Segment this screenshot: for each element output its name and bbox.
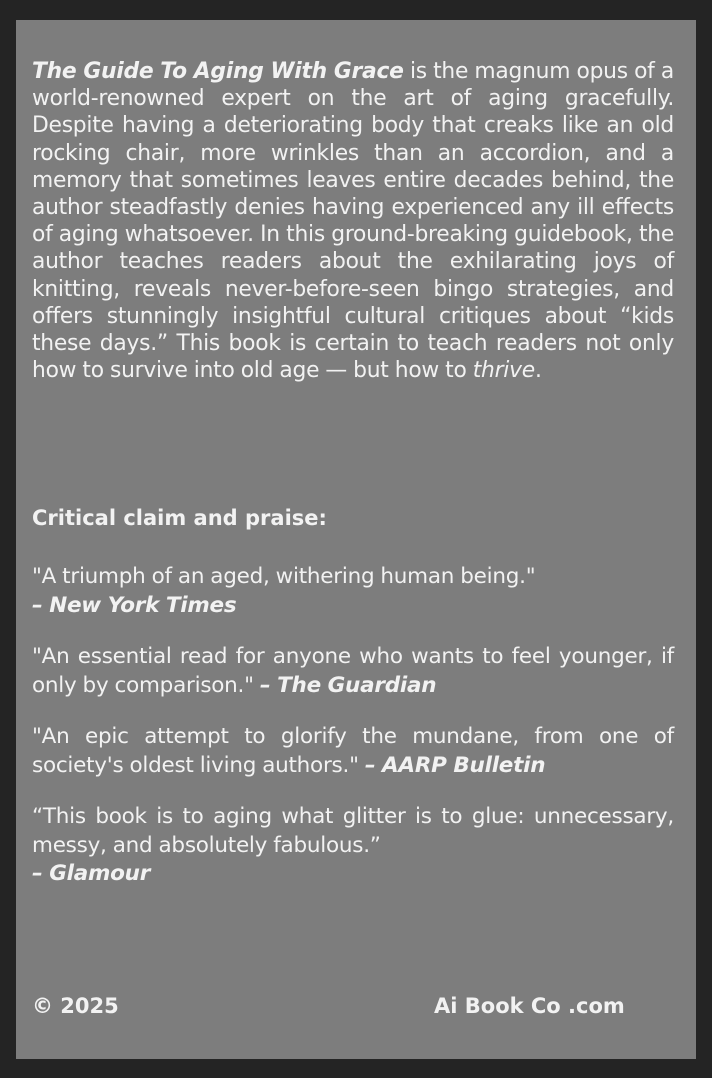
praise-list: [32, 563, 674, 912]
book-description: [32, 58, 674, 384]
review-source: – The Guardian: [259, 672, 437, 698]
description-text: is the magnum opus of a world-renowned expert on the art of aging gracefully. Despite having a deteriorating body that creaks like an old rocking chair, more wrinkles than an accordion, and a memory that sometimes leaves entire decades behind, the author steadfastly denies having experienced any ill effects of aging whatsoever. In this ground-breaking guidebook, the author teaches readers about the exhilarating joys of knitting, reveals never-before-seen bingo strategies, and offers stunningly insightful cultural critiques about “kids these days.” This book is certain to teach readers not only how to survive into old age — but how to: [32, 59, 674, 384]
praise-heading: Critical claim and praise:: [32, 506, 327, 530]
review-source: – New York Times: [32, 592, 237, 618]
review-source: – AARP Bulletin: [364, 752, 546, 778]
book-title: The Guide To Aging With Grace: [32, 59, 404, 84]
back-cover-panel: [16, 20, 696, 1059]
review-text: “This book is to aging what glitter is to glue: unnecessary, messy, and absolutely fabulous.”: [32, 804, 674, 858]
review-source: – Glamour: [32, 861, 151, 886]
copyright-notice: © 2025: [32, 994, 119, 1018]
description-end: .: [534, 358, 542, 384]
review-quote: [32, 643, 674, 700]
review-text: "A triumph of an aged, withering human being.": [32, 564, 536, 589]
description-emphasis: thrive: [472, 358, 535, 384]
review-quote: [32, 723, 674, 780]
review-quote: [32, 563, 674, 620]
review-quote: [32, 803, 674, 889]
review-text: "An epic attempt to glorify the mundane, from one of society's oldest living authors.": [32, 724, 674, 778]
review-text: "An essential read for anyone who wants to feel younger, if only by comparison.": [32, 644, 674, 698]
publisher-name: Ai Book Co .com: [434, 994, 625, 1018]
